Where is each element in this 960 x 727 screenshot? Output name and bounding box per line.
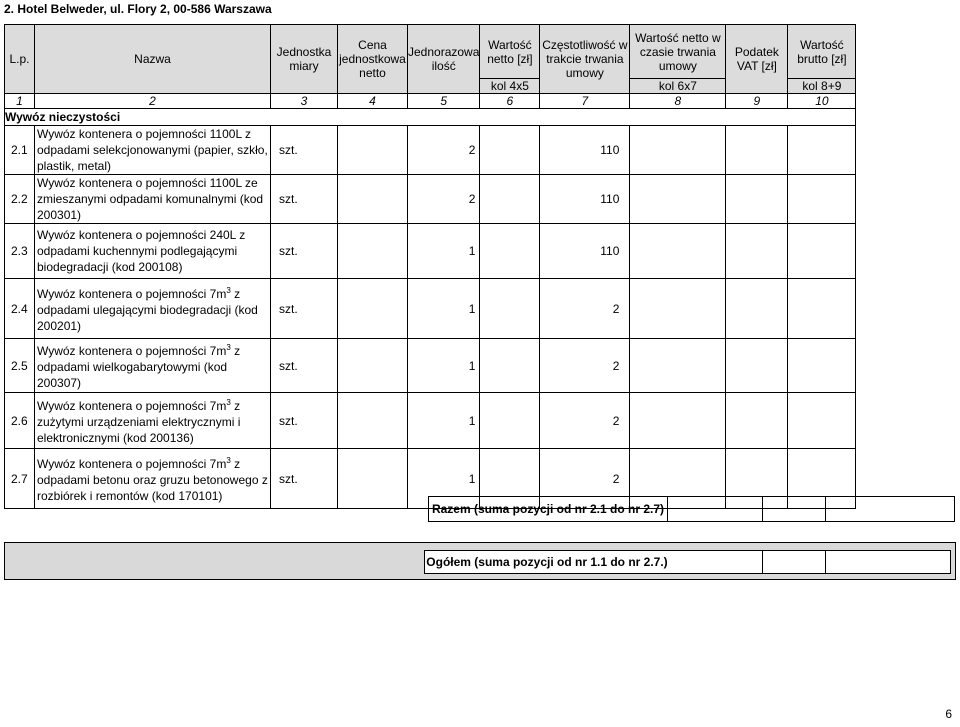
row-qty: 1 xyxy=(408,393,480,449)
table-row xyxy=(5,175,856,224)
row-lp: 2.4 xyxy=(5,279,35,339)
row-vat xyxy=(726,279,788,339)
row-brutto xyxy=(788,393,856,449)
row-brutto xyxy=(788,175,856,224)
row-price xyxy=(338,126,408,175)
table-row xyxy=(5,126,856,175)
row-price xyxy=(338,449,408,509)
row-name xyxy=(35,279,271,339)
column-numbers-row xyxy=(5,94,856,109)
row-price xyxy=(338,393,408,449)
header-jednostka: Jednostka miary xyxy=(271,25,338,94)
row-name-part: Wywóz kontenera o pojemności 7m xyxy=(37,399,227,413)
row-qty: 2 xyxy=(408,175,480,224)
row-brutto xyxy=(788,279,856,339)
row-unit: szt. xyxy=(271,339,338,393)
row-qty: 1 xyxy=(408,279,480,339)
row-qty: 2 xyxy=(408,126,480,175)
ogolem-vat xyxy=(763,550,826,574)
page-number: 6 xyxy=(945,707,952,721)
row-name: Wywóz kontenera o pojemności 1100L ze zmieszanymi odpadami komunalnymi (kod 200301) xyxy=(35,175,271,224)
row-unit: szt. xyxy=(271,393,338,449)
row-price xyxy=(338,339,408,393)
razem-vat xyxy=(763,496,826,522)
row-lp: 2.6 xyxy=(5,393,35,449)
row-qty: 1 xyxy=(408,339,480,393)
column-number: 7 xyxy=(540,94,630,109)
row-value-contract xyxy=(630,393,726,449)
kol-8: kol 6x7 xyxy=(630,79,726,94)
header-ilosc: Jednorazowa ilość xyxy=(408,25,480,94)
row-name: Wywóz kontenera o pojemności 240L z odpadami kuchennymi podlegającymi biodegradacji (kod 200108) xyxy=(35,224,271,279)
row-vat xyxy=(726,126,788,175)
row-name-part: Wywóz kontenera o pojemności 7m xyxy=(37,344,227,358)
row-freq: 110 xyxy=(540,126,630,175)
section-row xyxy=(5,109,856,126)
header-czestotliwosc: Częstotliwość w trakcie trwania umowy xyxy=(540,25,630,94)
column-number: 6 xyxy=(480,94,540,109)
row-lp: 2.3 xyxy=(5,224,35,279)
row-name-part: Wywóz kontenera o pojemności 7m xyxy=(37,457,227,471)
row-name xyxy=(35,339,271,393)
row-freq: 2 xyxy=(540,339,630,393)
row-unit: szt. xyxy=(271,175,338,224)
row-netto xyxy=(480,224,540,279)
row-vat xyxy=(726,175,788,224)
header-lp: L.p. xyxy=(5,25,35,94)
row-name-part: z zużytymi urządzeniami elektrycznymi i elektronicznymi (kod 200136) xyxy=(37,399,241,445)
superscript: 3 xyxy=(226,398,231,407)
row-vat xyxy=(726,393,788,449)
column-number: 8 xyxy=(630,94,726,109)
table-row xyxy=(5,279,856,339)
row-freq: 2 xyxy=(540,393,630,449)
table-row xyxy=(5,224,856,279)
pricing-table xyxy=(4,24,856,509)
row-name-part: z odpadami betonu oraz gruzu betonowego z rozbiórek i remontów (kod 170101) xyxy=(37,457,268,503)
header-wartosc-umowy: Wartość netto w czasie trwania umowy xyxy=(630,25,726,79)
row-value-contract xyxy=(630,279,726,339)
column-number: 10 xyxy=(788,94,856,109)
column-number: 3 xyxy=(271,94,338,109)
row-netto xyxy=(480,393,540,449)
row-netto xyxy=(480,126,540,175)
row-brutto xyxy=(788,126,856,175)
row-name-part: z odpadami ulegającymi biodegradacji (kod 200201) xyxy=(37,287,258,333)
page-title: 2. Hotel Belweder, ul. Flory 2, 00-586 Warszawa xyxy=(4,2,272,16)
table-row xyxy=(5,339,856,393)
row-lp: 2.5 xyxy=(5,339,35,393)
row-netto xyxy=(480,175,540,224)
column-number: 5 xyxy=(408,94,480,109)
row-vat xyxy=(726,339,788,393)
header-vat: Podatek VAT [zł] xyxy=(726,25,788,94)
row-brutto xyxy=(788,224,856,279)
row-value-contract xyxy=(630,126,726,175)
row-price xyxy=(338,175,408,224)
row-name-part: Wywóz kontenera o pojemności 7m xyxy=(37,287,227,301)
row-lp: 2.7 xyxy=(5,449,35,509)
header-wartosc-netto: Wartość netto [zł] xyxy=(480,25,540,79)
row-lp: 2.1 xyxy=(5,126,35,175)
row-unit: szt. xyxy=(271,449,338,509)
ogolem-label: Ogółem (suma pozycji od nr 1.1 do nr 2.7.) xyxy=(424,550,670,574)
row-unit: szt. xyxy=(271,224,338,279)
razem-brutto xyxy=(826,496,955,522)
row-name xyxy=(35,393,271,449)
row-unit: szt. xyxy=(271,279,338,339)
superscript: 3 xyxy=(226,456,231,465)
row-freq: 2 xyxy=(540,449,630,509)
row-price xyxy=(338,279,408,339)
row-name xyxy=(35,449,271,509)
header-cena: Cena jednostkowa netto xyxy=(338,25,408,94)
razem-value-contract xyxy=(667,496,763,522)
row-brutto xyxy=(788,339,856,393)
row-vat xyxy=(726,224,788,279)
row-freq: 110 xyxy=(540,224,630,279)
row-price xyxy=(338,224,408,279)
row-value-contract xyxy=(630,339,726,393)
column-number: 2 xyxy=(35,94,271,109)
superscript: 3 xyxy=(226,286,231,295)
ogolem-brutto xyxy=(826,550,951,574)
kol-6: kol 4x5 xyxy=(480,79,540,94)
header-nazwa: Nazwa xyxy=(35,25,271,94)
header-brutto: Wartość brutto [zł] xyxy=(788,25,856,79)
row-value-contract xyxy=(630,175,726,224)
superscript: 3 xyxy=(226,343,231,352)
section-title: Wywóz nieczystości xyxy=(5,109,856,126)
row-freq: 110 xyxy=(540,175,630,224)
row-lp: 2.2 xyxy=(5,175,35,224)
row-name-part: z odpadami wielkogabarytowymi (kod 200307) xyxy=(37,344,241,390)
razem-label: Razem (suma pozycji od nr 2.1 do nr 2.7) xyxy=(428,496,668,522)
row-qty: 1 xyxy=(408,449,480,509)
row-freq: 2 xyxy=(540,279,630,339)
column-number: 4 xyxy=(338,94,408,109)
ogolem-value-contract xyxy=(669,550,763,574)
column-number: 9 xyxy=(726,94,788,109)
column-number: 1 xyxy=(5,94,35,109)
row-unit: szt. xyxy=(271,126,338,175)
row-netto xyxy=(480,339,540,393)
table-row xyxy=(5,393,856,449)
row-value-contract xyxy=(630,224,726,279)
row-name: Wywóz kontenera o pojemności 1100L z odpadami selekcjonowanymi (papier, szkło, plastik, metal) xyxy=(35,126,271,175)
row-netto xyxy=(480,279,540,339)
header-row xyxy=(5,25,856,79)
kol-10: kol 8+9 xyxy=(788,79,856,94)
row-qty: 1 xyxy=(408,224,480,279)
